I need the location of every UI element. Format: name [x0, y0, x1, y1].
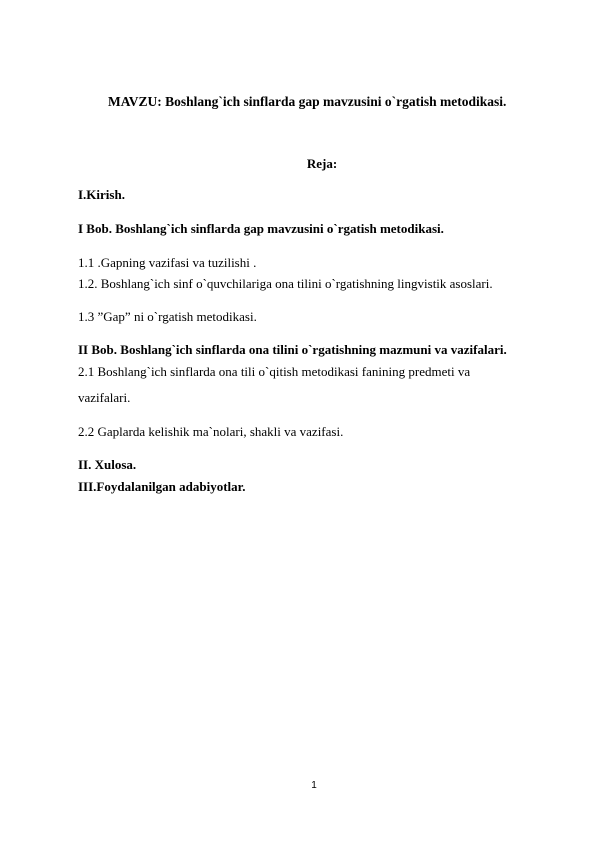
- outline-introduction: I.Kirish.: [78, 187, 125, 202]
- document-title: MAVZU: Boshlang`ich sinflarda gap mavzusini o`rgatish metodikasi.: [108, 94, 507, 109]
- outline-references: III.Foydalanilgan adabiyotlar.: [78, 479, 246, 494]
- outline-section-2-1-continued: vazifalari.: [78, 390, 131, 405]
- outline-section-1-1: 1.1 .Gapning vazifasi va tuzilishi .: [78, 255, 257, 270]
- outline-conclusion: II. Xulosa.: [78, 457, 137, 472]
- page-number: 1: [311, 780, 317, 791]
- outline-section-1-3: 1.3 ”Gap” ni o`rgatish metodikasi.: [78, 309, 257, 324]
- plan-heading: Reja:: [306, 156, 338, 171]
- outline-section-2-2: 2.2 Gaplarda kelishik ma`nolari, shakli va vazifasi.: [78, 424, 344, 439]
- outline-section-2-1: 2.1 Boshlang`ich sinflarda ona tili o`qitish metodikasi fanining predmeti va: [78, 364, 471, 379]
- outline-section-1-2: 1.2. Boshlang`ich sinf o`quvchilariga ona tilini o`rgatishning lingvistik asoslari.: [78, 276, 493, 291]
- outline-chapter-2: II Bob. Boshlang`ich sinflarda ona tilini o`rgatishning mazmuni va vazifalari.: [78, 342, 507, 357]
- outline-chapter-1: I Bob. Boshlang`ich sinflarda gap mavzusini o`rgatish metodikasi.: [78, 221, 444, 236]
